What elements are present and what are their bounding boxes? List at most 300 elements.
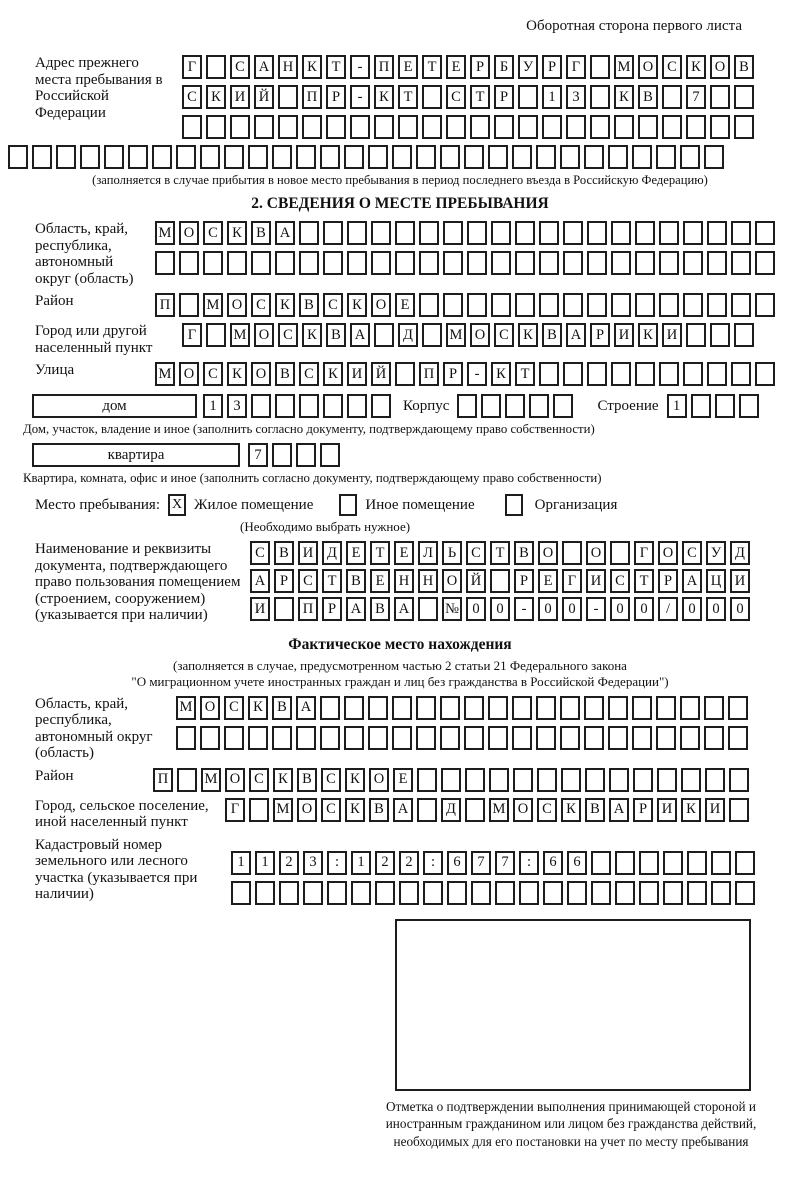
char-cell xyxy=(704,696,724,720)
char-cell xyxy=(686,323,706,347)
char-cell xyxy=(587,362,607,386)
char-cell xyxy=(491,293,511,317)
char-cell xyxy=(683,221,703,245)
char-cell xyxy=(587,251,607,275)
char-cell: А xyxy=(250,569,270,593)
char-cell xyxy=(639,851,659,875)
house-label-box: дом xyxy=(32,394,197,418)
char-cell: Т xyxy=(634,569,654,593)
char-cell xyxy=(416,145,436,169)
char-cell: И xyxy=(614,323,634,347)
char-cell xyxy=(657,768,677,792)
char-cell xyxy=(728,726,748,750)
char-cell xyxy=(152,145,172,169)
char-cell: 3 xyxy=(566,85,586,109)
char-cell: К xyxy=(345,798,365,822)
char-cell xyxy=(368,726,388,750)
char-cell: И xyxy=(705,798,725,822)
char-cell xyxy=(254,115,274,139)
char-cell xyxy=(179,293,199,317)
char-cell xyxy=(662,115,682,139)
char-cell xyxy=(272,726,292,750)
field-actual-region xyxy=(35,696,800,762)
char-cell xyxy=(587,293,607,317)
prev-address-rows xyxy=(182,55,754,139)
cell-row xyxy=(176,696,748,720)
char-cell xyxy=(296,443,316,467)
char-cell: А xyxy=(609,798,629,822)
char-cell xyxy=(632,145,652,169)
char-cell: 1 xyxy=(542,85,562,109)
char-cell xyxy=(230,115,250,139)
cell-row xyxy=(182,85,754,109)
char-cell xyxy=(398,115,418,139)
char-cell xyxy=(512,696,532,720)
apartment-cells xyxy=(248,443,340,467)
char-cell xyxy=(590,85,610,109)
char-cell xyxy=(323,394,343,418)
char-cell: М xyxy=(203,293,223,317)
char-cell: К xyxy=(374,85,394,109)
char-cell: - xyxy=(467,362,487,386)
char-cell: С xyxy=(494,323,514,347)
char-cell: Р xyxy=(470,55,490,79)
char-cell xyxy=(656,696,676,720)
char-cell xyxy=(562,541,582,565)
char-cell: Г xyxy=(225,798,245,822)
char-cell: Д xyxy=(441,798,461,822)
char-cell xyxy=(279,881,299,905)
char-cell xyxy=(441,768,461,792)
char-cell: Р xyxy=(633,798,653,822)
char-cell xyxy=(707,293,727,317)
char-cell xyxy=(419,221,439,245)
char-cell: В xyxy=(585,798,605,822)
char-cell xyxy=(680,696,700,720)
cell-row-full-width xyxy=(8,145,800,169)
char-cell xyxy=(728,696,748,720)
char-cell xyxy=(707,221,727,245)
char-cell: 6 xyxy=(543,851,563,875)
char-cell xyxy=(465,798,485,822)
char-cell xyxy=(303,881,323,905)
char-cell xyxy=(392,145,412,169)
char-cell xyxy=(491,221,511,245)
char-cell: Е xyxy=(398,55,418,79)
char-cell: У xyxy=(706,541,726,565)
char-cell xyxy=(440,145,460,169)
char-cell xyxy=(518,115,538,139)
char-cell xyxy=(735,851,755,875)
char-cell: В xyxy=(297,768,317,792)
char-cell: 0 xyxy=(730,597,750,621)
char-cell xyxy=(395,221,415,245)
char-cell: П xyxy=(298,597,318,621)
char-cell xyxy=(443,293,463,317)
char-cell: П xyxy=(155,293,175,317)
char-cell xyxy=(505,394,525,418)
char-cell: Г xyxy=(182,55,202,79)
char-cell xyxy=(633,768,653,792)
char-cell xyxy=(56,145,76,169)
char-cell xyxy=(519,881,539,905)
char-cell xyxy=(422,85,442,109)
char-cell xyxy=(755,362,775,386)
char-cell: С xyxy=(203,362,223,386)
char-cell xyxy=(490,569,510,593)
char-cell xyxy=(467,221,487,245)
cell-row xyxy=(231,881,755,905)
field-label: Область, край, республика, автономный округ (область) xyxy=(35,221,134,287)
char-cell: К xyxy=(302,55,322,79)
char-cell xyxy=(729,798,749,822)
char-cell xyxy=(512,145,532,169)
char-cell: К xyxy=(686,55,706,79)
char-cell: С xyxy=(251,293,271,317)
char-cell xyxy=(610,541,630,565)
char-cell xyxy=(464,145,484,169)
char-cell: К xyxy=(275,293,295,317)
char-cell: Н xyxy=(418,569,438,593)
char-cell: 1 xyxy=(351,851,371,875)
char-cell: К xyxy=(273,768,293,792)
char-cell xyxy=(686,115,706,139)
char-cell xyxy=(659,221,679,245)
char-cell: 7 xyxy=(495,851,515,875)
char-cell xyxy=(418,597,438,621)
korpus-cells xyxy=(457,394,573,418)
char-cell: 0 xyxy=(706,597,726,621)
char-cell: 0 xyxy=(490,597,510,621)
char-cell: К xyxy=(248,696,268,720)
char-cell xyxy=(417,798,437,822)
char-cell: И xyxy=(657,798,677,822)
char-cell: В xyxy=(275,362,295,386)
field-actual-district xyxy=(35,768,800,792)
char-cell xyxy=(417,768,437,792)
char-cell xyxy=(536,726,556,750)
char-cell: : xyxy=(519,851,539,875)
char-cell: Р xyxy=(494,85,514,109)
char-cell xyxy=(488,145,508,169)
char-cell xyxy=(635,293,655,317)
char-cell: С xyxy=(446,85,466,109)
confirmation-stamp-box xyxy=(395,919,751,1091)
char-cell: В xyxy=(514,541,534,565)
char-cell xyxy=(659,251,679,275)
char-cell xyxy=(735,881,755,905)
char-cell xyxy=(296,726,316,750)
char-cell: К xyxy=(347,293,367,317)
char-cell xyxy=(729,768,749,792)
char-cell: : xyxy=(327,851,347,875)
char-cell: Р xyxy=(326,85,346,109)
char-cell xyxy=(371,251,391,275)
char-cell: О xyxy=(200,696,220,720)
char-cell xyxy=(443,221,463,245)
field-cadastral xyxy=(35,837,800,905)
char-cell: М xyxy=(230,323,250,347)
char-cell xyxy=(656,145,676,169)
char-cell xyxy=(683,362,703,386)
char-cell: 0 xyxy=(538,597,558,621)
char-cell xyxy=(200,145,220,169)
char-cell: О xyxy=(254,323,274,347)
char-cell xyxy=(563,293,583,317)
char-cell xyxy=(543,881,563,905)
char-cell: С xyxy=(323,293,343,317)
field-label: Адрес прежнего места пребывания в Российской Федерации xyxy=(35,55,163,121)
char-cell xyxy=(80,145,100,169)
char-cell xyxy=(632,726,652,750)
char-cell: О xyxy=(179,221,199,245)
char-cell: Г xyxy=(562,569,582,593)
stay-type-row xyxy=(35,494,800,516)
char-cell: О xyxy=(227,293,247,317)
char-cell xyxy=(539,293,559,317)
char-cell xyxy=(423,881,443,905)
char-cell xyxy=(539,362,559,386)
char-cell: А xyxy=(296,696,316,720)
char-cell: В xyxy=(638,85,658,109)
char-cell xyxy=(638,115,658,139)
checkbox-zhiloe: X xyxy=(168,494,186,516)
char-cell: О xyxy=(470,323,490,347)
char-cell: К xyxy=(323,362,343,386)
char-cell xyxy=(608,696,628,720)
char-cell xyxy=(419,293,439,317)
char-cell xyxy=(711,881,731,905)
char-cell xyxy=(536,696,556,720)
char-cell xyxy=(489,768,509,792)
char-cell xyxy=(614,115,634,139)
char-cell: И xyxy=(662,323,682,347)
char-cell xyxy=(8,145,28,169)
char-cell xyxy=(710,323,730,347)
char-cell xyxy=(515,293,535,317)
char-cell xyxy=(553,394,573,418)
char-cell: М xyxy=(201,768,221,792)
char-cell xyxy=(182,115,202,139)
char-cell: О xyxy=(371,293,391,317)
char-cell xyxy=(278,115,298,139)
char-cell: Е xyxy=(538,569,558,593)
checkbox-org xyxy=(505,494,523,516)
house-row xyxy=(32,394,800,418)
char-cell: Д xyxy=(730,541,750,565)
confirmation-stamp-caption: Отметка о подтверждении выполнения принимающей стороной и иностранным гражданином или лицом без гражданства действий, необходимых для его постановки на учет по месту пребывания xyxy=(385,1098,757,1149)
char-cell: В xyxy=(734,55,754,79)
char-cell: Д xyxy=(322,541,342,565)
char-cell: 3 xyxy=(227,394,247,418)
char-cell: И xyxy=(298,541,318,565)
char-cell: Р xyxy=(590,323,610,347)
field-street xyxy=(35,362,800,386)
actual-location-note2: "О миграционном учете иностранных граждан и лиц без гражданства в Российской Федерации") xyxy=(131,673,669,689)
char-cell xyxy=(278,85,298,109)
char-cell: В xyxy=(326,323,346,347)
cell-row xyxy=(182,55,754,79)
section2-title: 2. СВЕДЕНИЯ О МЕСТЕ ПРЕБЫВАНИЯ xyxy=(251,195,549,212)
char-cell xyxy=(711,851,731,875)
char-cell xyxy=(326,115,346,139)
char-cell xyxy=(248,145,268,169)
char-cell xyxy=(374,323,394,347)
char-cell xyxy=(416,696,436,720)
char-cell xyxy=(539,251,559,275)
char-cell xyxy=(375,881,395,905)
char-cell xyxy=(481,394,501,418)
char-cell: Р xyxy=(542,55,562,79)
option-label-zhiloe: Жилое помещение xyxy=(194,496,314,513)
char-cell: Й xyxy=(371,362,391,386)
char-cell xyxy=(715,394,735,418)
char-cell: О xyxy=(513,798,533,822)
char-cell: - xyxy=(350,85,370,109)
char-cell xyxy=(683,293,703,317)
char-cell xyxy=(635,251,655,275)
char-cell xyxy=(495,881,515,905)
char-cell xyxy=(224,726,244,750)
char-cell: Т xyxy=(490,541,510,565)
char-cell: 7 xyxy=(686,85,706,109)
char-cell xyxy=(731,293,751,317)
char-cell: О xyxy=(369,768,389,792)
char-cell xyxy=(488,726,508,750)
cell-row xyxy=(182,115,754,139)
char-cell xyxy=(206,115,226,139)
field-document xyxy=(35,541,800,624)
char-cell xyxy=(656,726,676,750)
char-cell: К xyxy=(614,85,634,109)
char-cell: О xyxy=(658,541,678,565)
char-cell xyxy=(457,394,477,418)
char-cell xyxy=(465,768,485,792)
char-cell xyxy=(323,221,343,245)
char-cell xyxy=(611,251,631,275)
char-cell: 2 xyxy=(279,851,299,875)
char-cell: 0 xyxy=(634,597,654,621)
char-cell xyxy=(515,251,535,275)
char-cell: О xyxy=(251,362,271,386)
char-cell xyxy=(176,726,196,750)
char-cell: 7 xyxy=(471,851,491,875)
char-cell: Г xyxy=(182,323,202,347)
char-cell xyxy=(179,251,199,275)
char-cell: Р xyxy=(658,569,678,593)
cell-row xyxy=(250,541,750,565)
char-cell xyxy=(206,55,226,79)
char-cell xyxy=(491,251,511,275)
house-note: Дом, участок, владение и иное (заполнить согласно документу, подтверждающему право собственности) xyxy=(23,422,595,436)
char-cell xyxy=(320,726,340,750)
char-cell: С xyxy=(182,85,202,109)
char-cell xyxy=(536,145,556,169)
char-cell xyxy=(320,145,340,169)
char-cell xyxy=(440,696,460,720)
char-cell: Г xyxy=(634,541,654,565)
actual-location-title: Фактическое место нахождения xyxy=(288,635,512,653)
cell-row xyxy=(155,221,775,245)
char-cell xyxy=(680,726,700,750)
char-cell: А xyxy=(254,55,274,79)
char-cell xyxy=(272,443,292,467)
stay-type-note: (Необходимо выбрать нужное) xyxy=(240,519,411,534)
char-cell xyxy=(302,115,322,139)
char-cell: А xyxy=(350,323,370,347)
char-cell: М xyxy=(273,798,293,822)
char-cell xyxy=(615,851,635,875)
char-cell: : xyxy=(423,851,443,875)
char-cell xyxy=(707,362,727,386)
char-cell xyxy=(659,362,679,386)
char-cell: М xyxy=(155,362,175,386)
char-cell xyxy=(681,768,701,792)
char-cell xyxy=(464,726,484,750)
char-cell xyxy=(683,251,703,275)
char-cell xyxy=(611,221,631,245)
char-cell xyxy=(563,251,583,275)
char-cell: / xyxy=(658,597,678,621)
cell-row xyxy=(155,362,775,386)
char-cell xyxy=(470,115,490,139)
char-cell: Р xyxy=(514,569,534,593)
char-cell: Н xyxy=(278,55,298,79)
char-cell: В xyxy=(542,323,562,347)
field-label: Район xyxy=(35,767,74,784)
char-cell xyxy=(662,85,682,109)
char-cell xyxy=(206,323,226,347)
char-cell: С xyxy=(610,569,630,593)
char-cell: - xyxy=(586,597,606,621)
char-cell xyxy=(344,696,364,720)
char-cell xyxy=(395,362,415,386)
cell-row xyxy=(250,597,750,621)
char-cell: Т xyxy=(515,362,535,386)
char-cell xyxy=(320,443,340,467)
prev-address-note: (заполняется в случае прибытия в новое место пребывания в период последнего въезда в Российскую Федерацию) xyxy=(92,173,708,187)
char-cell: И xyxy=(730,569,750,593)
char-cell xyxy=(705,768,725,792)
char-cell: С xyxy=(278,323,298,347)
char-cell: Т xyxy=(470,85,490,109)
char-cell: Л xyxy=(418,541,438,565)
char-cell xyxy=(275,251,295,275)
char-cell: О xyxy=(586,541,606,565)
char-cell xyxy=(591,851,611,875)
char-cell xyxy=(615,881,635,905)
char-cell xyxy=(347,251,367,275)
char-cell: О xyxy=(538,541,558,565)
char-cell xyxy=(731,362,751,386)
char-cell: С xyxy=(224,696,244,720)
stroenie-cells xyxy=(667,394,759,418)
char-cell xyxy=(515,221,535,245)
char-cell: Ь xyxy=(442,541,462,565)
char-cell xyxy=(299,221,319,245)
char-cell xyxy=(399,881,419,905)
char-cell xyxy=(734,85,754,109)
field-region xyxy=(35,221,800,287)
char-cell: П xyxy=(419,362,439,386)
char-cell: К xyxy=(345,768,365,792)
char-cell xyxy=(374,115,394,139)
char-cell: И xyxy=(586,569,606,593)
char-cell: К xyxy=(491,362,511,386)
char-cell: В xyxy=(274,541,294,565)
stay-type-label: Место пребывания: xyxy=(35,496,160,513)
char-cell xyxy=(32,145,52,169)
